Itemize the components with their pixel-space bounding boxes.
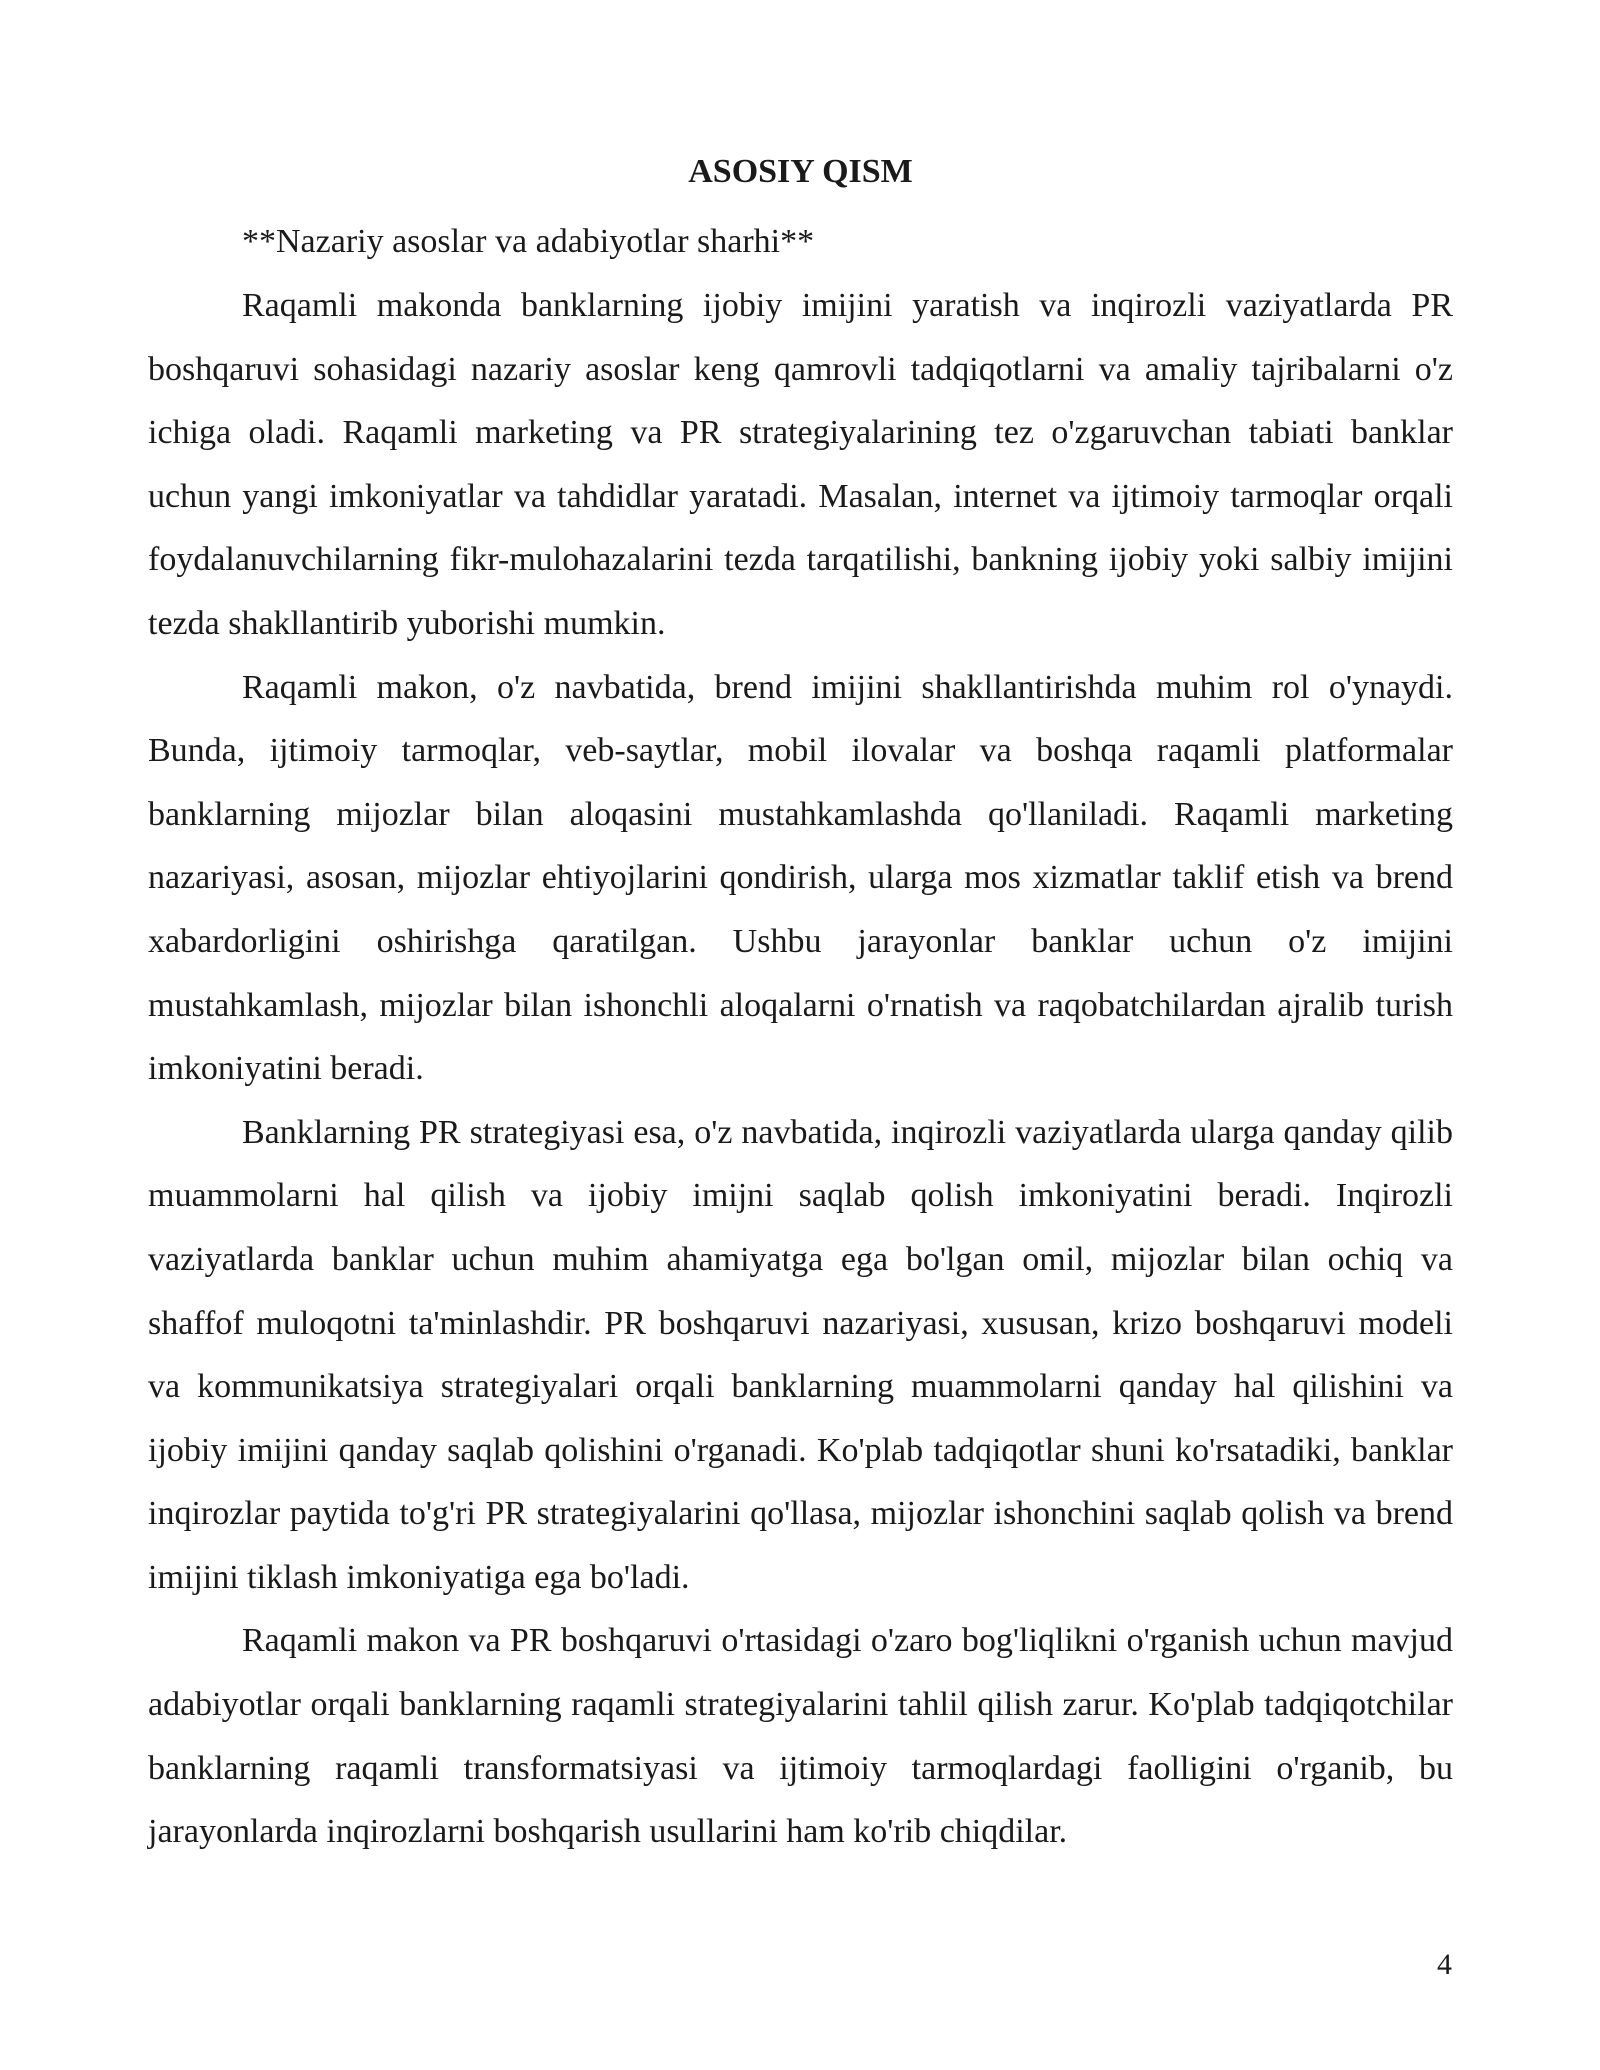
body-paragraph: Raqamli makon, o'z navbatida, brend imijini shakllantirishda muhim rol o'ynaydi. Bunda, ijtimoiy tarmoqlar, veb-saytlar, mobil ilovalar va boshqa raqamli platformalar banklarning mijozlar bilan aloqasini mustahkamlashda qo'llaniladi. Raqamli marketing nazariyasi, asosan, mijozlar ehtiyojlarini qondirish, ularga mos xizmatlar taklif etish va brend xabardorligini oshirishga qaratilgan. Ushbu jarayonlar banklar uchun o'z imijini mustahkamlash, mijozlar bilan ishonchli aloqalarni o'rnatish va raqobatchilardan ajralib turish imkoniyatini beradi. [148, 668, 1453, 1088]
subsection-heading: **Nazariy asoslar va adabiyotlar sharhi** [242, 223, 815, 260]
section-heading: ASOSIY QISM [688, 153, 913, 190]
page-number: 4 [1437, 1948, 1452, 1981]
body-paragraph: Raqamli makonda banklarning ijobiy imijini yaratish va inqirozli vaziyatlarda PR boshqaruvi sohasidagi nazariy asoslar keng qamrovli tadqiqotlarni va amaliy tajribalarni o'z ichiga oladi. Raqamli marketing va PR strategiyalarining tez o'zgaruvchan tabiati banklar uchun yangi imkoniyatlar va tahdidlar yaratadi. Masalan, internet va ijtimoiy tarmoqlar orqali foydalanuvchilarning fikr-mulohazalarini tezda tarqatilishi, bankning ijobiy yoki salbiy imijini tezda shakllantirib yuborishi mumkin. [148, 287, 1453, 642]
document-page [148, 140, 1453, 1864]
body-paragraph: Banklarning PR strategiyasi esa, o'z navbatida, inqirozli vaziyatlarda ularga qanday qilib muammolarni hal qilish va ijobiy imijni saqlab qolish imkoniyatini beradi. Inqirozli vaziyatlarda banklar uchun muhim ahamiyatga ega bo'lgan omil, mijozlar bilan ochiq va shaffof muloqotni ta'minlashdir. PR boshqaruvi nazariyasi, xususan, krizo boshqaruvi modeli va kommunikatsiya strategiyalari orqali banklarning muammolarni qanday hal qilishini va ijobiy imijini qanday saqlab qolishini o'rganadi. Ko'plab tadqiqotlar shuni ko'rsatadiki, banklar inqirozlar paytida to'g'ri PR strategiyalarini qo'llasa, mijozlar ishonchini saqlab qolish va brend imijini tiklash imkoniyatiga ega bo'ladi. [148, 1113, 1453, 1596]
body-paragraph: Raqamli makon va PR boshqaruvi o'rtasidagi o'zaro bog'liqlikni o'rganish uchun mavjud adabiyotlar orqali banklarning raqamli strategiyalarini tahlil qilish zarur. Ko'plab tadqiqotchilar banklarning raqamli transformatsiyasi va ijtimoiy tarmoqlardagi faolligini o'rganib, bu jarayonlarda inqirozlarni boshqarish usullarini ham ko'rib chiqdilar. [148, 1622, 1453, 1851]
